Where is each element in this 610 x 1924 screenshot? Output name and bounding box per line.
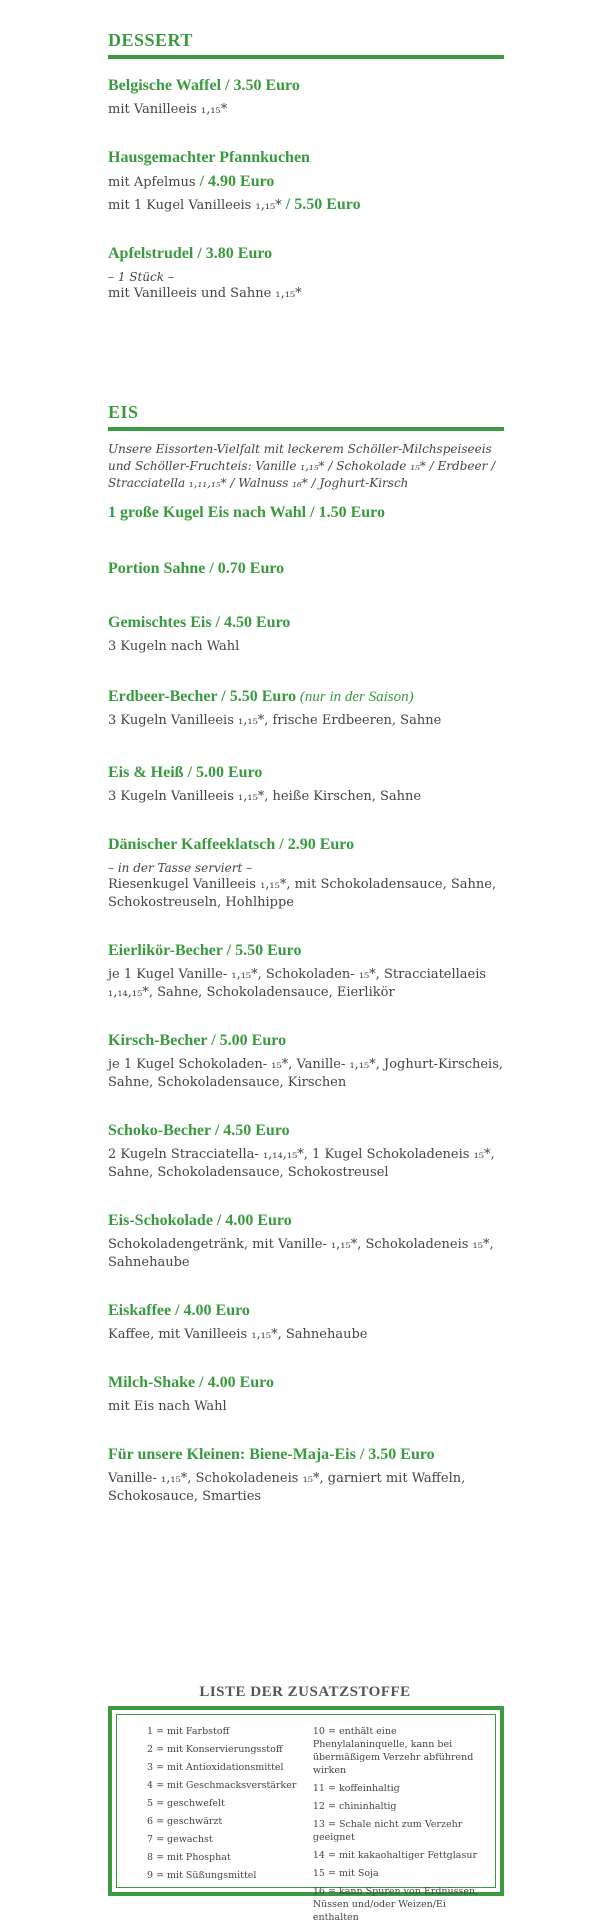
zusatz-entry: 4 = mit Geschmacksverstärker xyxy=(147,1780,297,1791)
item-title: Hausgemachter Pfannkuchen xyxy=(108,149,310,166)
menu-item xyxy=(108,1030,504,1092)
item-desc: je 1 Kugel Schokoladen- ₁₅*, Vanille- ₁,₁₅*, Joghurt-Kirscheis, Sahne, Schokoladensauce, Kirschen xyxy=(108,1057,504,1090)
eis-section xyxy=(108,402,504,1506)
item-title: Dänischer Kaffeeklatsch / 2.90 Euro xyxy=(108,836,355,853)
option-text: mit 1 Kugel Vanilleeis ₁,₁₅* xyxy=(108,198,282,213)
item-title: Eierlikör-Becher / 5.50 Euro xyxy=(108,942,302,959)
zusatzstoffe-title: LISTE DER ZUSATZSTOFFE xyxy=(199,1684,411,1700)
item-desc: mit Vanilleeis ₁,₁₅* xyxy=(108,102,228,117)
menu-item xyxy=(108,834,504,912)
zusatz-entry: 14 = mit kakaohaltiger Fettglasur xyxy=(312,1850,477,1861)
section-title-dessert: DESSERT xyxy=(108,30,504,59)
zusatzstoffe-box xyxy=(108,1706,504,1923)
item-title: Schoko-Becher / 4.50 Euro xyxy=(108,1122,290,1139)
zusatz-entry: 10 = enthält eine Phenylalaninquelle, kann bei übermäßigem Verzehr abführend wirken xyxy=(312,1726,474,1776)
menu-item xyxy=(108,762,504,806)
menu-item xyxy=(108,502,504,524)
item-sub: – in der Tasse serviert – xyxy=(108,861,253,875)
zusatz-entry: 11 = koffeinhaltig xyxy=(312,1783,400,1794)
zusatz-entry: 9 = mit Süßungsmittel xyxy=(147,1870,257,1881)
zusatz-entry: 6 = geschwärzt xyxy=(147,1816,223,1827)
menu-item xyxy=(108,243,504,303)
zusatz-entry: 16 = kann Spuren von Erdnüssen, Nüssen und/oder Weizen/Ei enthalten xyxy=(312,1886,479,1923)
zusatz-entry: 3 = mit Antioxidationsmittel xyxy=(147,1762,284,1773)
zusatz-entry: 5 = geschwefelt xyxy=(147,1798,225,1809)
zusatzstoffe-col-left xyxy=(125,1725,313,1881)
item-title: Eis & Heiß / 5.00 Euro xyxy=(108,764,263,781)
menu-item xyxy=(108,1300,504,1344)
menu-item xyxy=(108,686,504,730)
zusatz-entry: 2 = mit Konservierungsstoff xyxy=(147,1744,283,1755)
item-desc: Schokoladengetränk, mit Vanille- ₁,₁₅*, Schokoladeneis ₁₅*, Sahnehaube xyxy=(108,1237,494,1270)
item-desc: Riesenkugel Vanilleeis ₁,₁₅*, mit Schokoladensauce, Sahne, Schokostreuseln, Hohlhippe xyxy=(108,877,497,910)
zusatz-entry: 15 = mit Soja xyxy=(312,1868,379,1879)
item-desc: Kaffee, mit Vanilleeis ₁,₁₅*, Sahnehaube xyxy=(108,1327,368,1342)
item-title: Eiskaffee / 4.00 Euro xyxy=(108,1302,250,1319)
zusatz-entry: 8 = mit Phosphat xyxy=(147,1852,231,1863)
zusatzstoffe-col-right xyxy=(312,1725,487,1923)
item-option xyxy=(108,196,504,215)
item-title: Milch-Shake / 4.00 Euro xyxy=(108,1374,274,1391)
zusatz-entry: 13 = Schale nicht zum Verzehr geeignet xyxy=(312,1819,463,1843)
option-text: mit Apfelmus xyxy=(108,175,196,190)
zusatz-entry: 1 = mit Farbstoff xyxy=(147,1726,230,1737)
menu-item xyxy=(108,940,504,1002)
menu-item xyxy=(108,1120,504,1182)
zusatz-entry: 7 = gewachst xyxy=(147,1834,213,1845)
menu-item xyxy=(108,1444,504,1506)
menu-item xyxy=(108,1372,504,1416)
item-desc: je 1 Kugel Vanille- ₁,₁₅*, Schokoladen- ₁₅*, Stracciatellaeis ₁,₁₄,₁₅*, Sahne, Schokoladensauce, Eierlikör xyxy=(108,967,487,1000)
item-desc: 2 Kugeln Stracciatella- ₁,₁₄,₁₅*, 1 Kugel Schokoladeneis ₁₅*, Sahne, Schokoladensauce, Schokostreusel xyxy=(108,1147,495,1180)
item-desc: 3 Kugeln Vanilleeis ₁,₁₅*, frische Erdbeeren, Sahne xyxy=(108,713,442,728)
item-title: Belgische Waffel / 3.50 Euro xyxy=(108,77,300,94)
menu-item xyxy=(108,147,504,215)
section-title-eis: EIS xyxy=(108,402,504,431)
item-title: Eis-Schokolade / 4.00 Euro xyxy=(108,1212,292,1229)
item-title: Apfelstrudel / 3.80 Euro xyxy=(108,245,273,262)
menu-item xyxy=(108,75,504,119)
item-title: Für unsere Kleinen: Biene-Maja-Eis / 3.50 Euro xyxy=(108,1446,435,1463)
item-desc: 3 Kugeln nach Wahl xyxy=(108,639,240,654)
option-price: / 4.90 Euro xyxy=(195,173,275,190)
item-title: 1 große Kugel Eis nach Wahl / 1.50 Euro xyxy=(108,504,385,521)
item-option xyxy=(108,173,504,192)
menu-item xyxy=(108,612,504,656)
item-sub: – 1 Stück – xyxy=(108,270,174,284)
option-price: / 5.50 Euro xyxy=(281,196,361,213)
eis-intro: Unsere Eissorten-Vielfalt mit leckerem Schöller-Milchspeiseeis und Schöller-Fruchteis: Vanille ₁,₁₅* / Schokolade ₁₅* / Erdbeer / Stracciatella ₁,₁₁,₁₅* / Walnuss ₁₆* / Joghurt-Kirsch xyxy=(108,442,496,490)
item-desc: mit Vanilleeis und Sahne ₁,₁₅* xyxy=(108,286,302,301)
item-note: (nur in der Saison) xyxy=(296,689,414,705)
item-title: Gemischtes Eis / 4.50 Euro xyxy=(108,614,291,631)
item-desc: Vanille- ₁,₁₅*, Schokoladeneis ₁₅*, garniert mit Waffeln, Schokosauce, Smarties xyxy=(108,1471,466,1504)
item-desc: 3 Kugeln Vanilleeis ₁,₁₅*, heiße Kirschen, Sahne xyxy=(108,789,422,804)
zusatz-entry: 12 = chininhaltig xyxy=(312,1801,397,1812)
item-desc: mit Eis nach Wahl xyxy=(108,1399,227,1414)
menu-item xyxy=(108,558,504,580)
item-title xyxy=(108,686,504,708)
dessert-section xyxy=(108,30,504,303)
item-title: Portion Sahne / 0.70 Euro xyxy=(108,560,285,577)
item-title: Kirsch-Becher / 5.00 Euro xyxy=(108,1032,287,1049)
item-title-text: Erdbeer-Becher / 5.50 Euro xyxy=(108,688,297,705)
zusatzstoffe-inner xyxy=(116,1714,496,1923)
menu-item xyxy=(108,1210,504,1272)
